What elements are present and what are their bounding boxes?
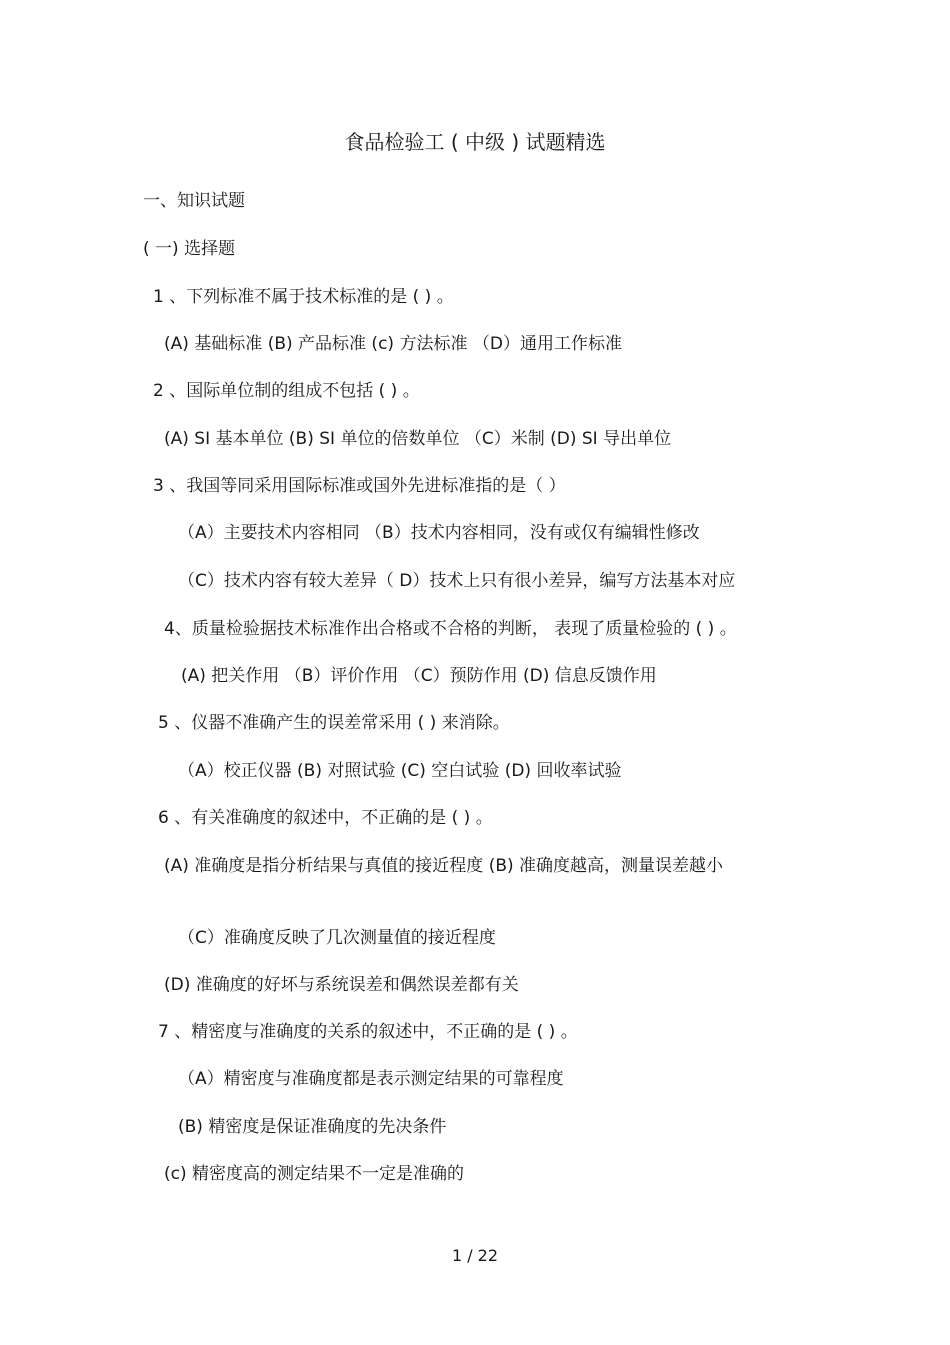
question-1-options: (A) 基础标准 (B) 产品标准 (c) 方法标准 （D）通用工作标准 (164, 334, 622, 354)
question-3: 3 、我国等同采用国际标准或国外先进标准指的是（ ） (153, 476, 566, 496)
question-6: 6 、有关准确度的叙述中，不正确的是 ( ) 。 (158, 808, 493, 828)
question-2-options: (A) SI 基本单位 (B) SI 单位的倍数单位 （C）米制 (D) SI 导出单位 (164, 429, 672, 449)
question-6-option-c: （C）准确度反映了几次测量值的接近程度 (178, 928, 496, 948)
document-title: 食品检验工 ( 中级 ) 试题精选 (344, 130, 606, 154)
question-2: 2 、国际单位制的组成不包括 ( ) 。 (153, 381, 420, 401)
question-7-option-a: （A）精密度与准确度都是表示测定结果的可靠程度 (178, 1069, 564, 1089)
question-6-option-a-b: (A) 准确度是指分析结果与真值的接近程度 (B) 准确度越高，测量误差越小 (164, 856, 724, 876)
question-7-option-c: (c) 精密度高的测定结果不一定是准确的 (164, 1164, 465, 1184)
question-4: 4、质量检验据技术标准作出合格或不合格的判断， 表现了质量检验的 ( ) 。 (164, 619, 737, 639)
question-3-option-c-d: （C）技术内容有较大差异（ D）技术上只有很小差异，编写方法基本对应 (178, 571, 736, 591)
question-7-option-b: (B) 精密度是保证准确度的先决条件 (178, 1117, 447, 1137)
page-number: 1 / 22 (451, 1246, 499, 1265)
question-3-option-a-b: （A）主要技术内容相同 （B）技术内容相同，没有或仅有编辑性修改 (178, 523, 700, 543)
section-heading: 一、知识试题 (143, 191, 245, 211)
question-5: 5 、仪器不准确产生的误差常采用 ( ) 来消除。 (158, 713, 510, 733)
question-6-option-d: (D) 准确度的好坏与系统误差和偶然误差都有关 (164, 975, 519, 995)
question-4-options: (A) 把关作用 （B）评价作用 （C）预防作用 (D) 信息反馈作用 (181, 666, 657, 686)
question-7: 7 、精密度与准确度的关系的叙述中，不正确的是 ( ) 。 (158, 1022, 578, 1042)
question-1: 1 、下列标准不属于技术标准的是 ( ) 。 (153, 287, 454, 307)
question-5-options: （A）校正仪器 (B) 对照试验 (C) 空白试验 (D) 回收率试验 (178, 761, 622, 781)
subsection-heading: ( 一) 选择题 (143, 239, 236, 259)
